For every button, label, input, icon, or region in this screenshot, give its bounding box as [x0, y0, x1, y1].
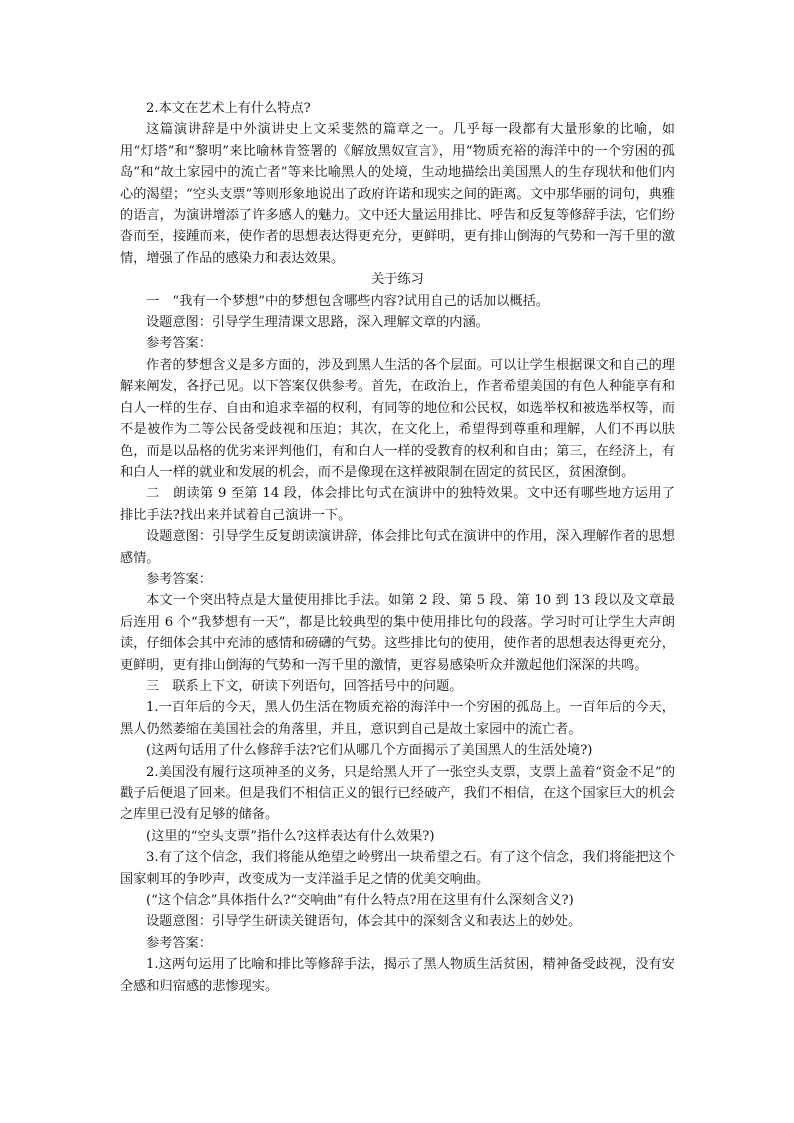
exercise-3-item-2-prompt: (这里的“空头支票”指什么?这样表达有什么效果?)	[146, 828, 435, 844]
exercise-2-answer-label: 参考答案：	[146, 571, 212, 587]
exercise-1-question: 一 “我有一个梦想”中的梦想包含哪些内容?试用自己的话加以概括。	[146, 293, 549, 309]
exercise-3-item-3: 3.有了这个信念，我们将能从绝望之岭劈出一块希望之石。有了这个信念，我们将能把这个国家刺耳的争吵声，改变成为一支洋溢手足之情的优美交响曲。	[120, 850, 675, 887]
exercise-2-question: 二 朗读第 9 至第 14 段，体会排比句式在演讲中的独特效果。文中还有哪些地方运用了排比手法?找出来并试着自己演讲一下。	[120, 486, 675, 523]
exercise-1-answer: 作者的梦想含义是多方面的，涉及到黑人生活的各个层面。可以让学生根据课文和自己的理解来阐发，各抒己见。以下答案仅供参考。首先，在政治上，作者希望美国的有色人种能享有和白人一样的生存、自由和追求幸福的权利，有同等的地位和公民权，如选举权和被选举权等，而不是被作为二等公民备受歧视和压迫；其次，在文化上，希望得到尊重和理解，人们不再以肤色，而是以品格的优劣来评判他们，有和白人一样的受教育的权利和自由；第三，在经济上，有和白人一样的就业和发展的机会，而不是像现在这样被限制在固定的贫民区，贫困潦倒。	[120, 357, 675, 480]
exercise-3-answer-label: 参考答案：	[146, 935, 212, 951]
document-page	[120, 98, 675, 997]
art-features-paragraph: 这篇演讲辞是中外演讲史上文采斐然的篇章之一。几乎每一段都有大量形象的比喻，如用“灯塔”和“黎明”来比喻林肯签署的《解放黑奴宣言》，用“物质充裕的海洋中的一个穷困的孤岛”和“故土家园中的流亡者”等来比喻黑人的处境，生动地描绘出美国黑人的生存现状和他们内心的渴望；“空头支票”等则形象地说出了政府许诺和现实之间的距离。文中那华丽的词句，典雅的语言，为演讲增添了许多感人的魅力。文中还大量运用排比、呼告和反复等修辞手法，它们纷沓而至，接踵而来，使作者的思想表达得更充分，更鲜明，更有排山倒海的气势和一泻千里的激情，增强了作品的感染力和表达效果。	[120, 122, 675, 266]
exercise-3-item-1-prompt: (这两句话用了什么修辞手法?它们从哪几个方面揭示了美国黑人的生活处境?)	[146, 743, 593, 759]
exercise-2-intent: 设题意图：引导学生反复朗读演讲辞，体会排比句式在演讲中的作用，深入理解作者的思想感情。	[120, 529, 675, 566]
exercise-3-item-1: 1.一百年后的今天，黑人仍生活在物质充裕的海洋中一个穷困的孤岛上。一百年后的今天，黑人仍然萎缩在美国社会的角落里，并且，意识到自己是故土家园中的流亡者。	[120, 700, 675, 737]
exercise-3-answer-1: 1.这两句运用了比喻和排比等修辞手法，揭示了黑人物质生活贫困，精神备受歧视，没有安全感和归宿感的悲惨现实。	[120, 957, 675, 994]
exercise-3-question: 三 联系上下文，研读下列语句，回答括号中的问题。	[146, 678, 463, 694]
exercise-1-intent: 设题意图：引导学生理清课文思路，深入理解文章的内涵。	[146, 315, 489, 331]
question-2-heading: 2.本文在艺术上有什么特点?	[146, 101, 311, 116]
exercise-2-answer: 本文一个突出特点是大量使用排比手法。如第 2 段、第 5 段、第 10 到 13 段以及文章最后连用 6 个“我梦想有一天”，都是比较典型的集中使用排比句的段落。学习时可让学生大声朗读，仔细体会其中充沛的感情和磅礴的气势。这些排比句的使用，使作者的思想表达得更充分，更鲜明，更有排山倒海的气势和一泻千里的激情，更容易感染听众并激起他们深深的共鸣。	[120, 593, 675, 673]
exercise-3-intent: 设题意图：引导学生研读关键语句，体会其中的深刻含义和表达上的妙处。	[146, 914, 582, 930]
exercise-1-answer-label: 参考答案：	[146, 336, 212, 352]
section-heading-exercises: 关于练习	[371, 272, 424, 288]
exercise-3-item-3-prompt: (“这个信念”具体指什么?“交响曲”有什么特点?用在这里有什么深刻含义?)	[146, 893, 574, 909]
exercise-3-item-2: 2.美国没有履行这项神圣的义务，只是给黑人开了一张空头支票，支票上盖着“资金不足”的戳子后便退了回来。但是我们不相信正义的银行已经破产，我们不相信，在这个国家巨大的机会之库里已没有足够的储备。	[120, 764, 675, 823]
